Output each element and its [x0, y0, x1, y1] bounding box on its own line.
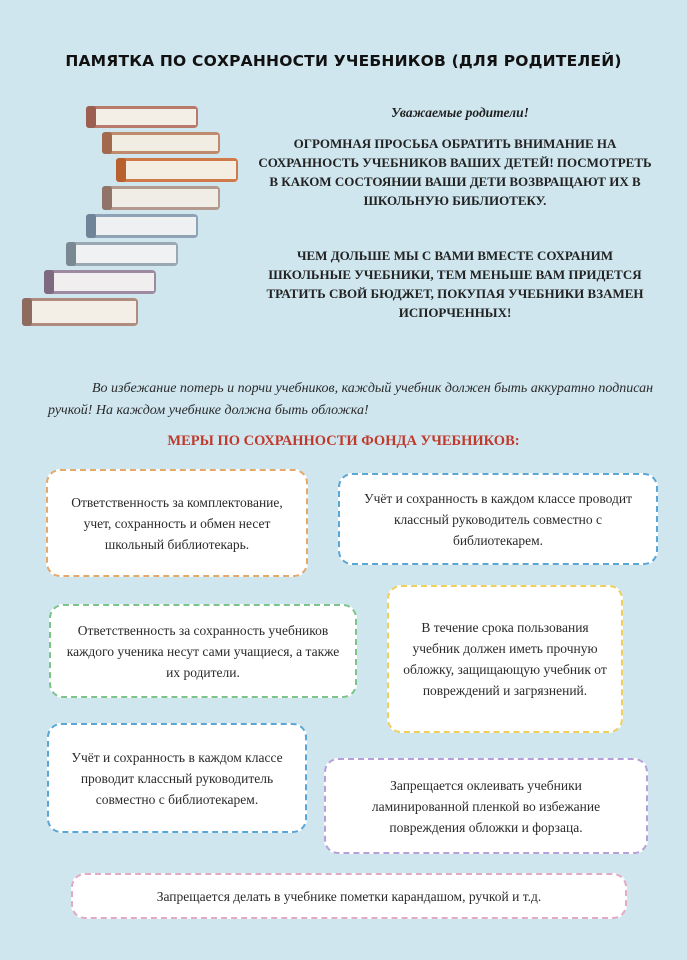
book-8 — [22, 298, 138, 326]
page-title: ПАМЯТКА ПО СОХРАННОСТИ УЧЕБНИКОВ (ДЛЯ РОДИТЕЛЕЙ) — [65, 52, 622, 70]
book-7 — [44, 270, 156, 294]
rule-box-class-teacher — [338, 473, 658, 565]
rule-box-students-parents — [49, 604, 357, 698]
rule-box-cover — [387, 585, 623, 733]
rule-box-lamination — [324, 758, 648, 854]
rule-text: Ответственность за сохранность учебников каждого ученика несут сами учащиеся, а также их родители. — [66, 622, 340, 680]
rule-text: В течение срока пользования учебник должен иметь прочную обложку, защищающую учебник от повреждений и загрязнений. — [403, 620, 607, 698]
request-paragraph: ОГРОМНАЯ ПРОСЬБА ОБРАТИТЬ ВНИМАНИЕ НА СОХРАННОСТЬ УЧЕБНИКОВ ВАШИХ ДЕТЕЙ! ПОСМОТРЕТЬ В КАКОМ СОСТОЯНИИ ВАШИ ДЕТИ ВОЗВРАЩАЮТ ИХ В ШКОЛЬНУЮ БИБЛИОТЕКУ. — [258, 136, 652, 208]
book-5 — [86, 214, 198, 238]
greeting: Уважаемые родители! — [391, 105, 529, 120]
signing-note: Во избежание потерь и порчи учебников, каждый учебник должен быть аккуратно подписан ручкой! На каждом учебнике должна быть обложка! — [48, 381, 654, 418]
book-3 — [116, 158, 238, 182]
budget-paragraph: ЧЕМ ДОЛЬШЕ МЫ С ВАМИ ВМЕСТЕ СОХРАНИМ ШКОЛЬНЫЕ УЧЕБНИКИ, ТЕМ МЕНЬШЕ ВАМ ПРИДЕТСЯ ТРАТИТЬ СВОЙ БЮДЖЕТ, ПОКУПАЯ УЧЕБНИКИ ВЗАМЕН ИСПОРЧЕННЫХ! — [266, 248, 644, 320]
book-6 — [66, 242, 178, 266]
rule-text: Ответственность за комплектование, учет, сохранность и обмен несет школьный библиотекарь. — [71, 494, 283, 552]
rule-text: Запрещается оклеивать учебники ламинированной пленкой во избежание повреждения обложки и форзаца. — [371, 777, 601, 835]
rule-box-no-marks — [71, 873, 627, 919]
books-stack-illustration — [18, 98, 248, 333]
rule-text: Учёт и сохранность в каждом классе проводит классный руководитель совместно с библиотекарем. — [71, 749, 283, 807]
measures-heading: МЕРЫ ПО СОХРАННОСТИ ФОНДА УЧЕБНИКОВ: — [167, 433, 520, 449]
rule-text: Запрещается делать в учебнике пометки карандашом, ручкой и т.д. — [156, 888, 542, 904]
book-1 — [86, 106, 198, 128]
book-2 — [102, 132, 220, 154]
rule-box-class-teacher-2 — [47, 723, 307, 833]
rule-text: Учёт и сохранность в каждом классе проводит классный руководитель совместно с библиотекарем. — [364, 490, 632, 548]
rule-box-librarian — [46, 469, 308, 577]
book-4 — [102, 186, 220, 210]
